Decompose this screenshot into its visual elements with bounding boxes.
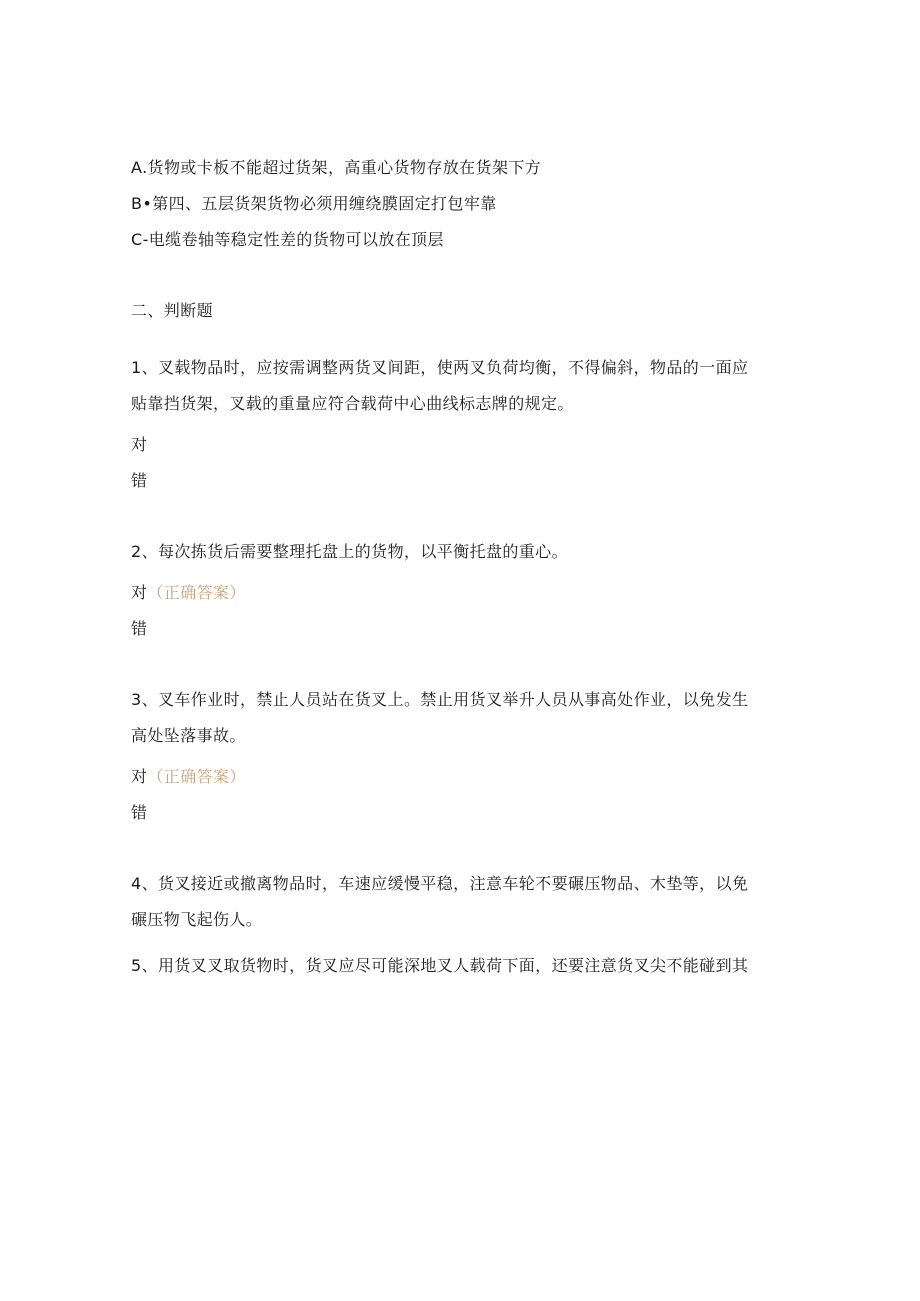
prev-option-b: B•第四、五层货架货物必须用缠绕膜固定打包牢靠 xyxy=(131,194,497,213)
question-1-text-line-1: 1、叉载物品时，应按需调整两货叉间距，使两叉负荷均衡，不得偏斜，物品的一面应 xyxy=(131,358,749,377)
question-5-text-line-1: 5、用货叉叉取货物时，货叉应尽可能深地叉人载荷下面，还要注意货叉尖不能碰到其 xyxy=(131,956,749,975)
question-3-correct-answer-tag: （正确答案） xyxy=(147,767,246,786)
question-2-option-true-label: 对 xyxy=(131,583,148,602)
question-3-option-true[interactable] xyxy=(131,767,246,787)
question-3-option-false[interactable]: 错 xyxy=(131,803,148,822)
section-title: 二、判断题 xyxy=(131,301,214,320)
question-2-correct-answer-tag: （正确答案） xyxy=(147,583,246,602)
question-2-option-false[interactable]: 错 xyxy=(131,619,148,638)
question-2-option-true[interactable] xyxy=(131,583,246,603)
question-3-option-true-label: 对 xyxy=(131,767,148,786)
question-3-text-line-1: 3、叉车作业时，禁止人员站在货叉上。禁止用货叉举升人员从事高处作业，以免发生 xyxy=(131,690,749,709)
question-4-text-line-1: 4、货叉接近或撤离物品时，车速应缓慢平稳，注意车轮不要碾压物品、木垫等，以免 xyxy=(131,874,749,893)
question-2-text-line-1: 2、每次拣货后需要整理托盘上的货物，以平衡托盘的重心。 xyxy=(131,542,568,561)
question-1-option-false[interactable]: 错 xyxy=(131,471,148,490)
question-1-text-line-2: 贴靠挡货架，叉载的重量应符合载荷中心曲线标志牌的规定。 xyxy=(131,394,574,413)
question-4-text-line-2: 碾压物飞起伤人。 xyxy=(131,910,263,929)
prev-option-c: C-电缆卷轴等稳定性差的货物可以放在顶层 xyxy=(131,230,444,249)
question-3-text-line-2: 高处坠落事故。 xyxy=(131,726,246,745)
prev-option-a: A.货物或卡板不能超过货架，高重心货物存放在货架下方 xyxy=(131,158,542,177)
question-1-option-true[interactable]: 对 xyxy=(131,435,148,454)
